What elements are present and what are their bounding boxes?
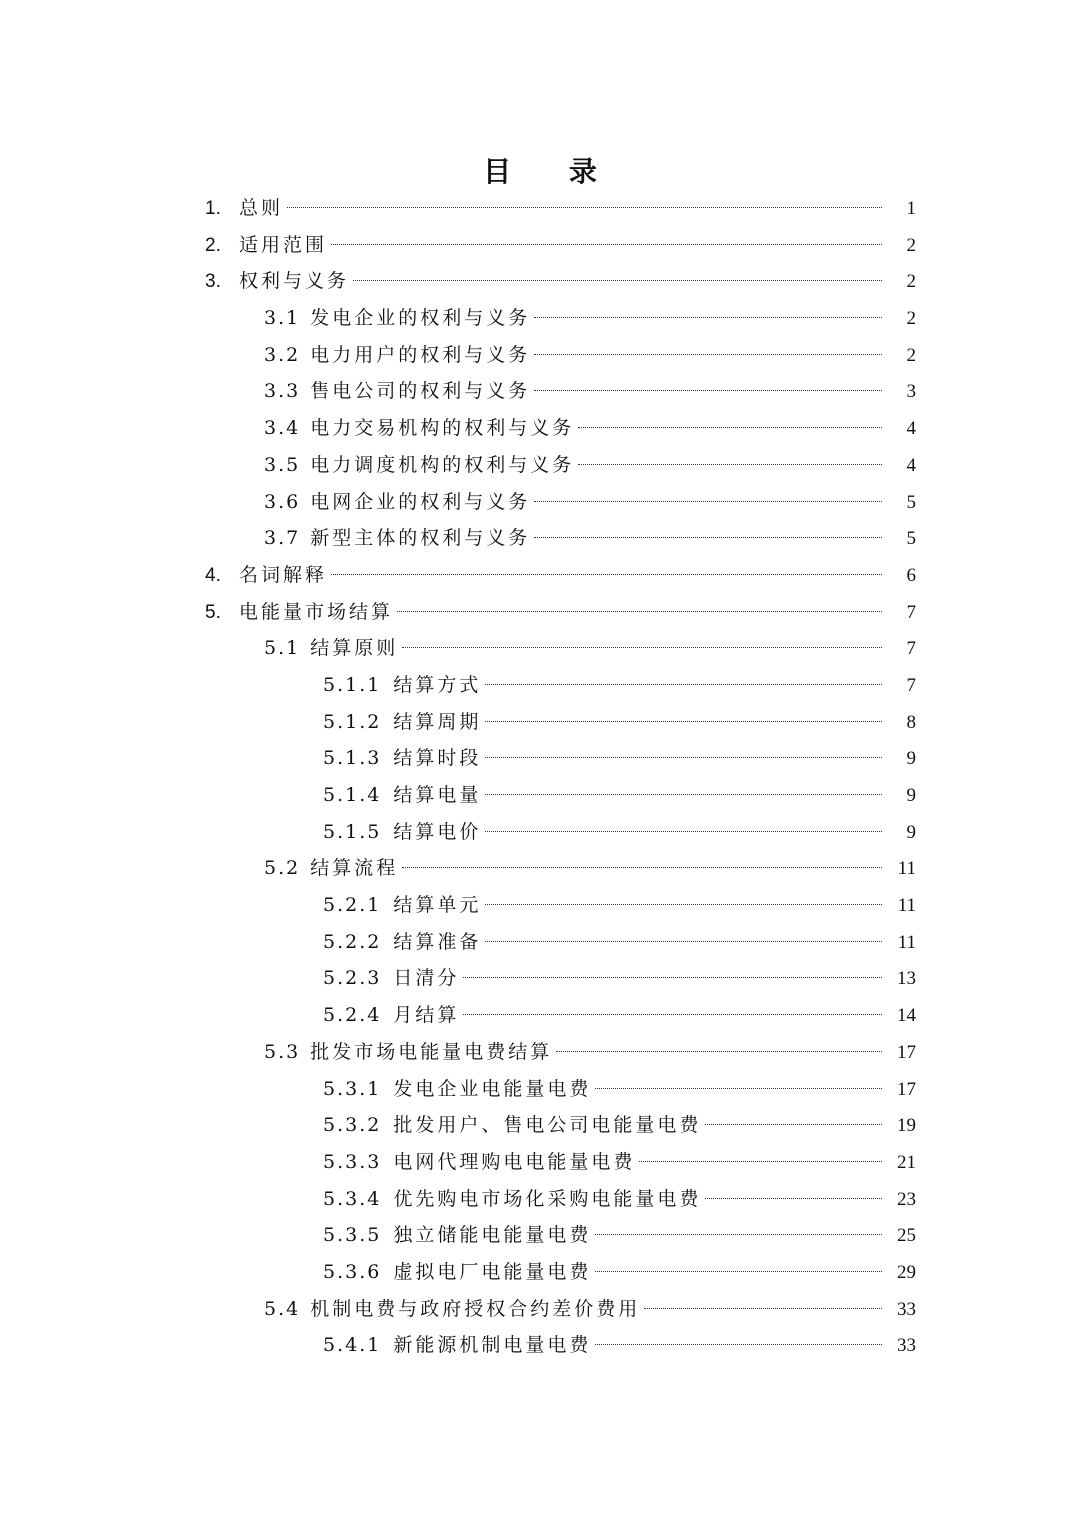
toc-entry-label: 日清分 (393, 967, 460, 990)
toc-dot-leader (485, 904, 882, 905)
toc-entry-number: 2. (205, 234, 221, 256)
toc-dot-leader (331, 574, 882, 575)
toc-entry[interactable] (0, 960, 1080, 997)
toc-dot-leader (595, 1344, 882, 1345)
toc-dot-leader (485, 757, 882, 758)
toc-entry-label: 机制电费与政府授权合约差价费用 (310, 1297, 641, 1320)
toc-entry[interactable] (0, 924, 1080, 961)
toc-entry-label: 电网代理购电电能量电费 (393, 1150, 636, 1173)
toc-entry-label: 发电企业电能量电费 (393, 1077, 592, 1100)
toc-entry-page-number: 25 (897, 1225, 916, 1247)
toc-entry[interactable] (0, 1254, 1080, 1291)
toc-entry[interactable] (0, 1144, 1080, 1181)
toc-entry-page-number: 14 (897, 1005, 916, 1027)
toc-entry-page-number: 11 (897, 931, 916, 953)
toc-entry-page-number: 4 (906, 454, 916, 476)
toc-entry-label: 优先购电市场化采购电能量电费 (393, 1187, 702, 1210)
toc-entry-number: 5.2.3 (323, 967, 382, 990)
toc-entry-number: 5.2.1 (323, 894, 382, 917)
toc-dot-leader (534, 501, 882, 502)
toc-entry-number: 3.1 (264, 307, 301, 330)
toc-entry-label: 月结算 (393, 1004, 460, 1027)
toc-dot-leader (595, 1234, 882, 1235)
toc-entry-page-number: 11 (897, 895, 916, 917)
toc-entry-number: 3.3 (264, 380, 301, 403)
toc-entry[interactable] (0, 1034, 1080, 1071)
toc-entry-page-number: 29 (897, 1261, 916, 1283)
toc-dot-leader (463, 1014, 882, 1015)
toc-entry-number: 5.3.1 (323, 1077, 382, 1100)
toc-entry[interactable] (0, 850, 1080, 887)
toc-dot-leader (595, 1088, 882, 1089)
toc-entry-label: 电能量市场结算 (239, 600, 394, 623)
toc-entry-number: 5.1.3 (323, 747, 382, 770)
toc-entry[interactable] (0, 557, 1080, 594)
toc-entry-label: 结算准备 (393, 930, 482, 953)
toc-entry[interactable] (0, 227, 1080, 264)
toc-entry-number: 5.3 (264, 1040, 301, 1063)
toc-entry-number: 3.7 (264, 527, 301, 550)
toc-dot-leader (578, 464, 882, 465)
toc-entry-page-number: 17 (897, 1078, 916, 1100)
toc-dot-leader (595, 1271, 882, 1272)
toc-entry[interactable] (0, 887, 1080, 924)
toc-entry-page-number: 11 (897, 858, 916, 880)
toc-entry-page-number: 9 (906, 748, 916, 770)
toc-dot-leader (556, 1051, 882, 1052)
toc-dot-leader (397, 611, 882, 612)
toc-entry-label: 名词解释 (239, 563, 328, 586)
toc-entry-number: 5.1.5 (323, 820, 382, 843)
toc-entry-label: 结算电价 (393, 820, 482, 843)
toc-entry-number: 5.3.2 (323, 1114, 382, 1137)
toc-entry-number: 5.1.2 (323, 710, 382, 733)
toc-entry-page-number: 4 (906, 418, 916, 440)
toc-entry[interactable] (0, 667, 1080, 704)
toc-entry-label: 电力交易机构的权利与义务 (310, 417, 575, 440)
toc-entry[interactable] (0, 997, 1080, 1034)
toc-entry[interactable] (0, 1107, 1080, 1144)
toc-entry-number: 5.2.2 (323, 930, 382, 953)
toc-dot-leader (485, 721, 882, 722)
toc-entry-label: 结算方式 (393, 673, 482, 696)
toc-entry[interactable] (0, 1217, 1080, 1254)
toc-entry-label: 新型主体的权利与义务 (310, 527, 531, 550)
toc-entry-page-number: 19 (897, 1115, 916, 1137)
toc-entry-page-number: 1 (906, 198, 916, 219)
toc-entry-number: 3.6 (264, 490, 301, 513)
toc-entry-label: 电力调度机构的权利与义务 (310, 453, 575, 476)
toc-entry-label: 结算流程 (310, 857, 399, 880)
toc-entry-number: 5.2.4 (323, 1004, 382, 1027)
toc-entry-number: 5.4.1 (323, 1334, 382, 1357)
toc-entry-label: 电力用户的权利与义务 (310, 343, 531, 366)
toc-dot-leader (534, 390, 882, 391)
toc-dot-leader (705, 1198, 882, 1199)
toc-entry[interactable] (0, 814, 1080, 851)
toc-entry-label: 虚拟电厂电能量电费 (393, 1260, 592, 1283)
toc-entry-page-number: 7 (906, 638, 916, 660)
toc-entry-number: 3. (205, 271, 221, 293)
toc-dot-leader (463, 977, 882, 978)
toc-entry-number: 3.5 (264, 453, 301, 476)
toc-entry-page-number: 2 (906, 308, 916, 330)
toc-entry[interactable] (0, 1181, 1080, 1218)
toc-entry[interactable] (0, 594, 1080, 631)
toc-dot-leader (485, 831, 882, 832)
toc-dot-leader (534, 537, 882, 538)
toc-entry-label: 总则 (239, 197, 284, 219)
toc-entry-number: 4. (205, 564, 221, 586)
toc-entry-number: 3.2 (264, 343, 301, 366)
toc-entry[interactable] (0, 373, 1080, 410)
toc-entry-label: 批发用户、售电公司电能量电费 (393, 1114, 702, 1137)
toc-entry-page-number: 6 (906, 564, 916, 586)
toc-entry[interactable] (0, 337, 1080, 374)
toc-entry-number: 5.3.4 (323, 1187, 382, 1210)
toc-entry-label: 电网企业的权利与义务 (310, 490, 531, 513)
toc-entry[interactable] (0, 1071, 1080, 1108)
toc-entry-page-number: 9 (906, 785, 916, 806)
toc-entry-page-number: 9 (906, 821, 916, 843)
toc-entry-page-number: 2 (906, 234, 916, 256)
toc-entry[interactable] (0, 263, 1080, 300)
toc-entry-page-number: 2 (906, 271, 916, 293)
toc-entry-number: 5.1.4 (323, 784, 382, 806)
toc-entry-label: 结算单元 (393, 894, 482, 917)
toc-entry[interactable] (0, 777, 1080, 814)
toc-entry-label: 结算原则 (310, 637, 399, 660)
toc-entry-number: 3.4 (264, 417, 301, 440)
toc-entry-page-number: 7 (906, 601, 916, 623)
toc-entry-page-number: 13 (897, 968, 916, 990)
toc-entry[interactable] (0, 630, 1080, 667)
toc-dot-leader (287, 207, 882, 208)
toc-entry-page-number: 8 (906, 711, 916, 733)
toc-dot-leader (578, 427, 882, 428)
toc-entry-label: 适用范围 (239, 233, 328, 256)
toc-entry-number: 5.1 (264, 637, 301, 660)
toc-dot-leader (644, 1308, 882, 1309)
toc-entry-label: 售电公司的权利与义务 (310, 380, 531, 403)
toc-dot-leader (402, 867, 882, 868)
toc-entry-page-number: 5 (906, 528, 916, 550)
toc-entry-page-number: 23 (897, 1188, 916, 1210)
toc-entry[interactable] (0, 1291, 1080, 1328)
toc-entry[interactable] (0, 740, 1080, 777)
toc-dot-leader (402, 647, 882, 648)
toc-entry[interactable] (0, 520, 1080, 557)
toc-entry-label: 独立储能电能量电费 (393, 1224, 592, 1247)
toc-dot-leader (485, 684, 882, 685)
toc-entry-number: 5.3.3 (323, 1150, 382, 1173)
toc-entry[interactable] (0, 410, 1080, 447)
toc-dot-leader (534, 354, 882, 355)
toc-entry[interactable] (0, 1327, 1080, 1364)
toc-entry-page-number: 33 (897, 1298, 916, 1320)
toc-entry-number: 5.3.6 (323, 1260, 382, 1283)
toc-entry-page-number: 3 (906, 381, 916, 403)
toc-entry-page-number: 2 (906, 344, 916, 366)
toc-entry-number: 5.1.1 (323, 673, 382, 696)
toc-entry-number: 5. (205, 601, 221, 623)
toc-entry-number: 5.3.5 (323, 1224, 382, 1247)
toc-entry-page-number: 7 (906, 674, 916, 696)
toc-entry[interactable] (0, 190, 1080, 227)
toc-entry[interactable] (0, 704, 1080, 741)
toc-entry[interactable] (0, 484, 1080, 521)
toc-entry-page-number: 17 (897, 1041, 916, 1063)
toc-entry-number: 5.4 (264, 1297, 301, 1320)
toc-dot-leader (705, 1124, 882, 1125)
toc-dot-leader (331, 244, 882, 245)
table-of-contents (0, 190, 1080, 1364)
toc-entry-label: 新能源机制电量电费 (393, 1334, 592, 1357)
toc-entry-page-number: 33 (897, 1335, 916, 1357)
toc-entry[interactable] (0, 447, 1080, 484)
toc-entry-page-number: 5 (906, 491, 916, 513)
toc-entry-label: 批发市场电能量电费结算 (310, 1040, 553, 1063)
toc-dot-leader (485, 941, 882, 942)
toc-dot-leader (485, 794, 882, 795)
toc-entry-label: 发电企业的权利与义务 (310, 307, 531, 330)
toc-entry[interactable] (0, 300, 1080, 337)
toc-entry-label: 结算时段 (393, 747, 482, 770)
toc-entry-label: 权利与义务 (239, 270, 350, 293)
toc-entry-label: 结算周期 (393, 710, 482, 733)
toc-entry-number: 5.2 (264, 857, 301, 880)
toc-dot-leader (353, 280, 882, 281)
toc-dot-leader (639, 1161, 882, 1162)
toc-entry-label: 结算电量 (393, 784, 482, 806)
toc-dot-leader (534, 317, 882, 318)
toc-entry-page-number: 21 (897, 1151, 916, 1173)
toc-title: 目 录 (483, 155, 621, 188)
toc-entry-number: 1. (205, 198, 221, 219)
